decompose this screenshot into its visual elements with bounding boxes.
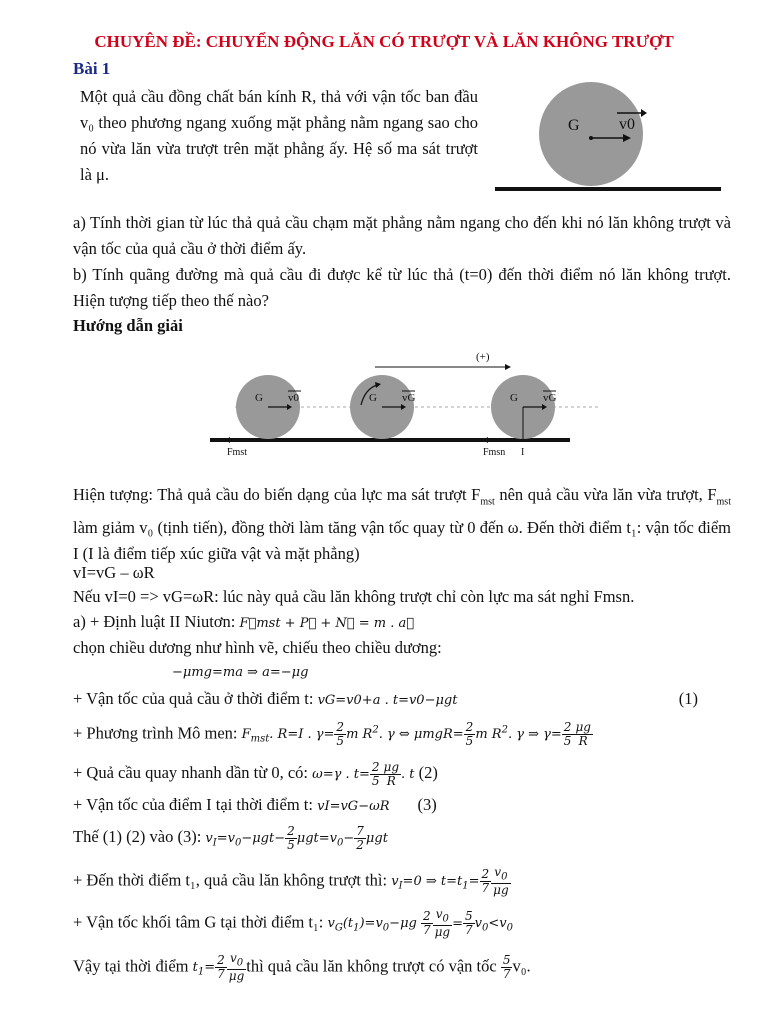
- question-a: a) Tính thời gian từ lúc thả quả cầu chạm mặt phẳng nằm ngang cho đến khi nó lăn không trượt và vận tốc của quả cầu ở thời điểm ấy.: [73, 213, 731, 258]
- friction-label-2: Fmsn: [483, 447, 506, 458]
- intro-paragraph: Một quả cầu đồng chất bán kính R, thả với vận tốc ban đầu v₀ theo phương ngang xuống mặt phẳng nằm ngang sao cho nó vừa lăn vừa trượt trên mặt phẳng ấy. Hệ số ma sát trượt là μ.: [80, 87, 478, 184]
- ball-3-center-label: G: [510, 392, 518, 404]
- ball-3-velocity-label: vG: [543, 392, 557, 404]
- figure-ball-initial: [495, 82, 725, 194]
- positive-direction-label: (+): [476, 351, 490, 363]
- question-b: b) Tính quãng đường mà quả cầu đi được kể từ lúc thả (t=0) đến thời điểm nó lăn không trượt. Hiện tượng tiếp theo thế nào?: [73, 265, 731, 310]
- rotation-line: + Quả cầu quay nhanh dần từ 0, có: ω=γ . t= $\frac{2}{5}$ $\frac{\mu g}{R}$ . t (2): [73, 759, 438, 788]
- exercise-heading: Bài 1: [73, 59, 111, 78]
- velocity-line: + Vận tốc của quả cầu ở thời điểm t: vG=v0+a . t=v0−μgt: [73, 689, 458, 708]
- newton-line: a) + Định luật II Niutơn: F⃗mst + P⃗ + N⃗ = m . a⃗: [73, 612, 415, 631]
- page-title: CHUYÊN ĐỀ: CHUYỂN ĐỘNG LĂN CÓ TRƯỢT VÀ LĂN KHÔNG TRƯỢT: [94, 32, 674, 51]
- ball-2-velocity-label: vG: [402, 392, 416, 404]
- ball-1-velocity-label: v0: [288, 392, 299, 404]
- projection-line: chọn chiều dương như hình vẽ, chiếu theo chiều dương:: [73, 638, 442, 657]
- conclusion-line: Vậy tại thời điểm $t_1=$ $\frac{2}{7}$ $\frac{v_0}{\mu g}$ thì quả cầu lăn không trượt có vận tốc $\frac{5}{7}$ v₀.: [73, 951, 531, 984]
- point-i-velocity-line: + Vận tốc của điểm I tại thời điểm t: vI=vG−ωR (3): [73, 795, 437, 814]
- ball: [539, 82, 643, 186]
- ball-2-center-label: G: [369, 392, 377, 404]
- ground-line: [495, 187, 721, 191]
- guide-heading: Hướng dẫn giải: [73, 316, 183, 335]
- figure-ball-motion: [205, 345, 605, 460]
- vg-t1-line: + Vận tốc khối tâm G tại thời điểm t₁: $v_G(t_1)=v_0-\mu g$ $\frac{2}{7}$ $\frac{v_0}{\mu g}$ = $\frac{5}{7}$ $v_0<v_0$: [73, 907, 513, 940]
- condition-line: Nếu vI=0 => vG=ωR: lúc này quả cầu lăn không trượt chỉ còn lực ma sát nghỉ Fmsn.: [73, 587, 635, 606]
- substitution-line: Thế (1) (2) vào (3): $v_I=v_0-\mu gt-$ $\frac{2}{5}$ $\mu gt=v_0-$ $\frac{7}{2}$ μgt: [73, 823, 388, 852]
- friction-label-1: Fmst: [227, 447, 248, 458]
- phenomenon-paragraph: Hiện tượng: Thả quả cầu do biến dạng của lực ma sát trượt $F_{mst}$ nên quả cầu vừa lăn vừa trượt, $F_{mst}$ làm giảm v₀ (tịnh tiến), đồng thời làm tăng vận tốc quay từ 0 đến ω. Đến thời điểm t₁: vận tốc điểm I (I là điểm tiếp xúc giữa vật và mặt phẳng): [73, 485, 731, 564]
- vi-equation: vI=vG – ωR: [73, 563, 155, 582]
- ball-1-center-label: G: [255, 392, 263, 404]
- velocity-label: v0: [619, 116, 635, 133]
- center-label: G: [568, 117, 580, 134]
- moment-line: + Phương trình Mô men: $F_{mst}$. R=I . γ= $\frac{2}{5}$ m $R^2$. γ ⇔ μmgR= $\frac{2}{5}$ m $R^2$. γ ⇒ γ= $\frac{2}{5}$ $\frac{\mu g}{R}$: [73, 720, 591, 749]
- equation-number-1: (1): [678, 689, 698, 708]
- t1-line: + Đến thời điểm t₁, quả cầu lăn không trượt thì: $v_I=0$ ⇒ $t=t_1=$ $\frac{2}{7}$ $\frac{v_0}{\mu g}$: [73, 865, 509, 898]
- acceleration-equation: −μmg=ma ⇒ a=−μg: [172, 665, 309, 680]
- contact-label: I: [521, 447, 525, 458]
